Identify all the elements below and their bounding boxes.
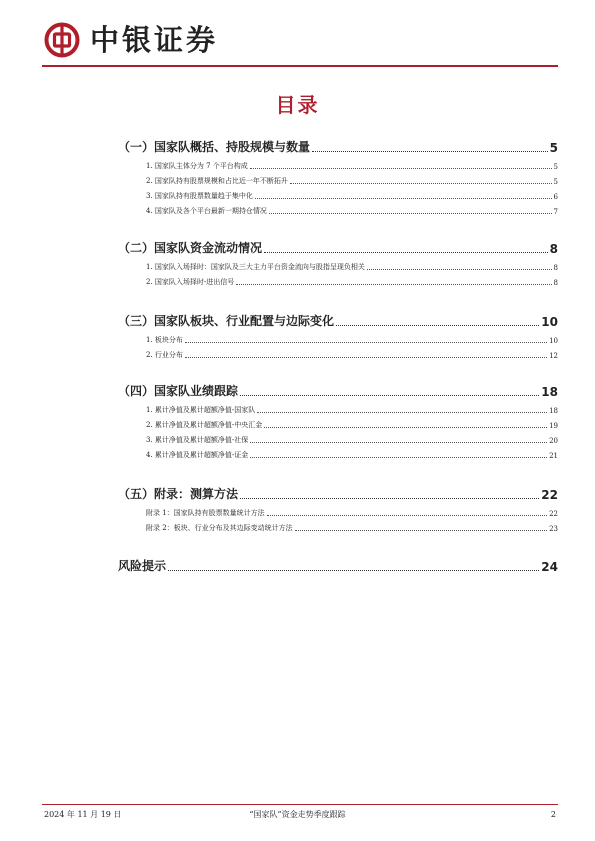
dot-leader [336,324,539,326]
bank-of-china-logo-icon [44,22,80,58]
dot-leader [295,529,547,531]
toc-section[interactable] [118,238,558,256]
toc-subitem[interactable] [146,189,558,201]
footer-page-number: 2 [550,810,556,819]
toc-title: 目录 [275,93,320,117]
toc-subitem[interactable] [146,506,558,518]
dot-leader [168,569,539,571]
toc-subitem[interactable] [146,333,558,345]
toc-subitem-label: 3. 国家队持有股票数量趋于集中化 [146,192,253,200]
toc-section-page-number: 24 [541,560,558,574]
toc-section-label: （四）国家队业绩跟踪 [118,384,239,398]
toc-subitem-page-number: 19 [549,422,558,430]
toc-section-label: （二）国家队资金流动情况 [118,241,263,255]
toc-subitem-page-number: 8 [553,264,558,272]
toc-subitem-page-number: 21 [549,452,558,460]
toc-subitem[interactable] [146,260,558,272]
toc-subitem-label: 2. 国家队入场择时-进出信号 [146,278,235,286]
dot-leader [264,426,547,428]
toc-subitem[interactable] [146,159,558,171]
dot-leader [264,251,548,253]
toc-section-page-number: 8 [549,242,558,256]
toc-section-page-number: 10 [541,315,558,329]
toc-subitem-label: 4. 国家队及各个平台最新一期持仓情况 [146,207,267,215]
toc-subitem-label: 1. 累计净值及累计超额净值-国家队 [146,406,256,414]
dot-leader [255,197,552,199]
toc-section[interactable] [118,137,558,155]
toc-subitem-page-number: 12 [549,352,558,360]
toc-subitem-label: 4. 累计净值及累计超额净值-证金 [146,451,249,459]
toc-subitem-label: 附录 1：国家队持有股票数量统计方法 [146,509,265,517]
toc-subitem[interactable] [146,433,558,445]
toc-section-label: （五）附录：测算方法 [118,487,239,501]
toc-subitem-label: 3. 累计净值及累计超额净值-社保 [146,436,249,444]
toc-subitem[interactable] [146,348,558,360]
toc-subitem-label: 1. 板块分布 [146,336,183,344]
header-divider [42,65,558,67]
dot-leader [240,497,539,499]
toc-subitem[interactable] [146,204,558,216]
dot-leader [250,441,547,443]
toc-subitem-label: 2. 行业分布 [146,351,183,359]
toc-subitem-page-number: 6 [553,193,558,201]
page-header [0,0,595,70]
toc-subitem-label: 1. 国家队入场择时：国家队及三大主力平台资金流向与股指呈现负相关 [146,263,365,271]
toc-subitem-page-number: 10 [549,337,558,345]
dot-leader [250,167,552,169]
toc-section[interactable] [118,311,558,329]
toc-subitem[interactable] [146,403,558,415]
toc-subitem-page-number: 22 [549,510,558,518]
toc-subitem-label: 2. 国家队持有股票规模和占比近一年不断拓升 [146,177,288,185]
toc-subitem-label: 附录 2：板块、行业分布及其边际变动统计方法 [146,524,293,532]
toc-subitem-label: 2. 累计净值及累计超额净值-中央汇金 [146,421,263,429]
toc-section-label: （三）国家队板块、行业配置与边际变化 [118,314,335,328]
toc-subitem-page-number: 23 [549,525,558,533]
dot-leader [236,283,551,285]
toc-subitem[interactable] [146,174,558,186]
toc-section-label: （一）国家队概括、持股规模与数量 [118,140,311,154]
dot-leader [269,212,552,214]
dot-leader [312,150,548,152]
toc-section-page-number: 22 [541,488,558,502]
dot-leader [367,268,552,270]
toc-section[interactable] [118,381,558,399]
toc-subitem-page-number: 7 [553,208,558,216]
toc-subitem-page-number: 8 [553,279,558,287]
dot-leader [185,341,547,343]
toc-subitem-label: 1. 国家队主体分为 7 个平台构成 [146,162,248,170]
toc-subitem-page-number: 18 [549,407,558,415]
toc-subitem-page-number: 5 [553,178,558,186]
toc-subitem-page-number: 20 [549,437,558,445]
toc-subitem[interactable] [146,418,558,430]
dot-leader [240,394,539,396]
dot-leader [185,356,547,358]
toc-section-page-number: 18 [541,385,558,399]
toc-subitem-page-number: 5 [553,163,558,171]
dot-leader [250,456,547,458]
dot-leader [290,182,552,184]
toc-section-label: 风险提示 [118,559,167,573]
toc-subitem[interactable] [146,448,558,460]
footer-date: 2024 年 11 月 19 日 [44,810,122,819]
toc-subitem[interactable] [146,521,558,533]
toc-section[interactable] [118,556,558,574]
toc-subitem[interactable] [146,275,558,287]
toc-section-page-number: 5 [549,141,558,155]
toc-section[interactable] [118,484,558,502]
footer-divider [42,804,558,805]
company-name: 中银证券 [90,23,219,57]
footer-report-title: “国家队”资金走势季度跟踪 [249,810,346,819]
dot-leader [267,514,547,516]
dot-leader [257,411,547,413]
